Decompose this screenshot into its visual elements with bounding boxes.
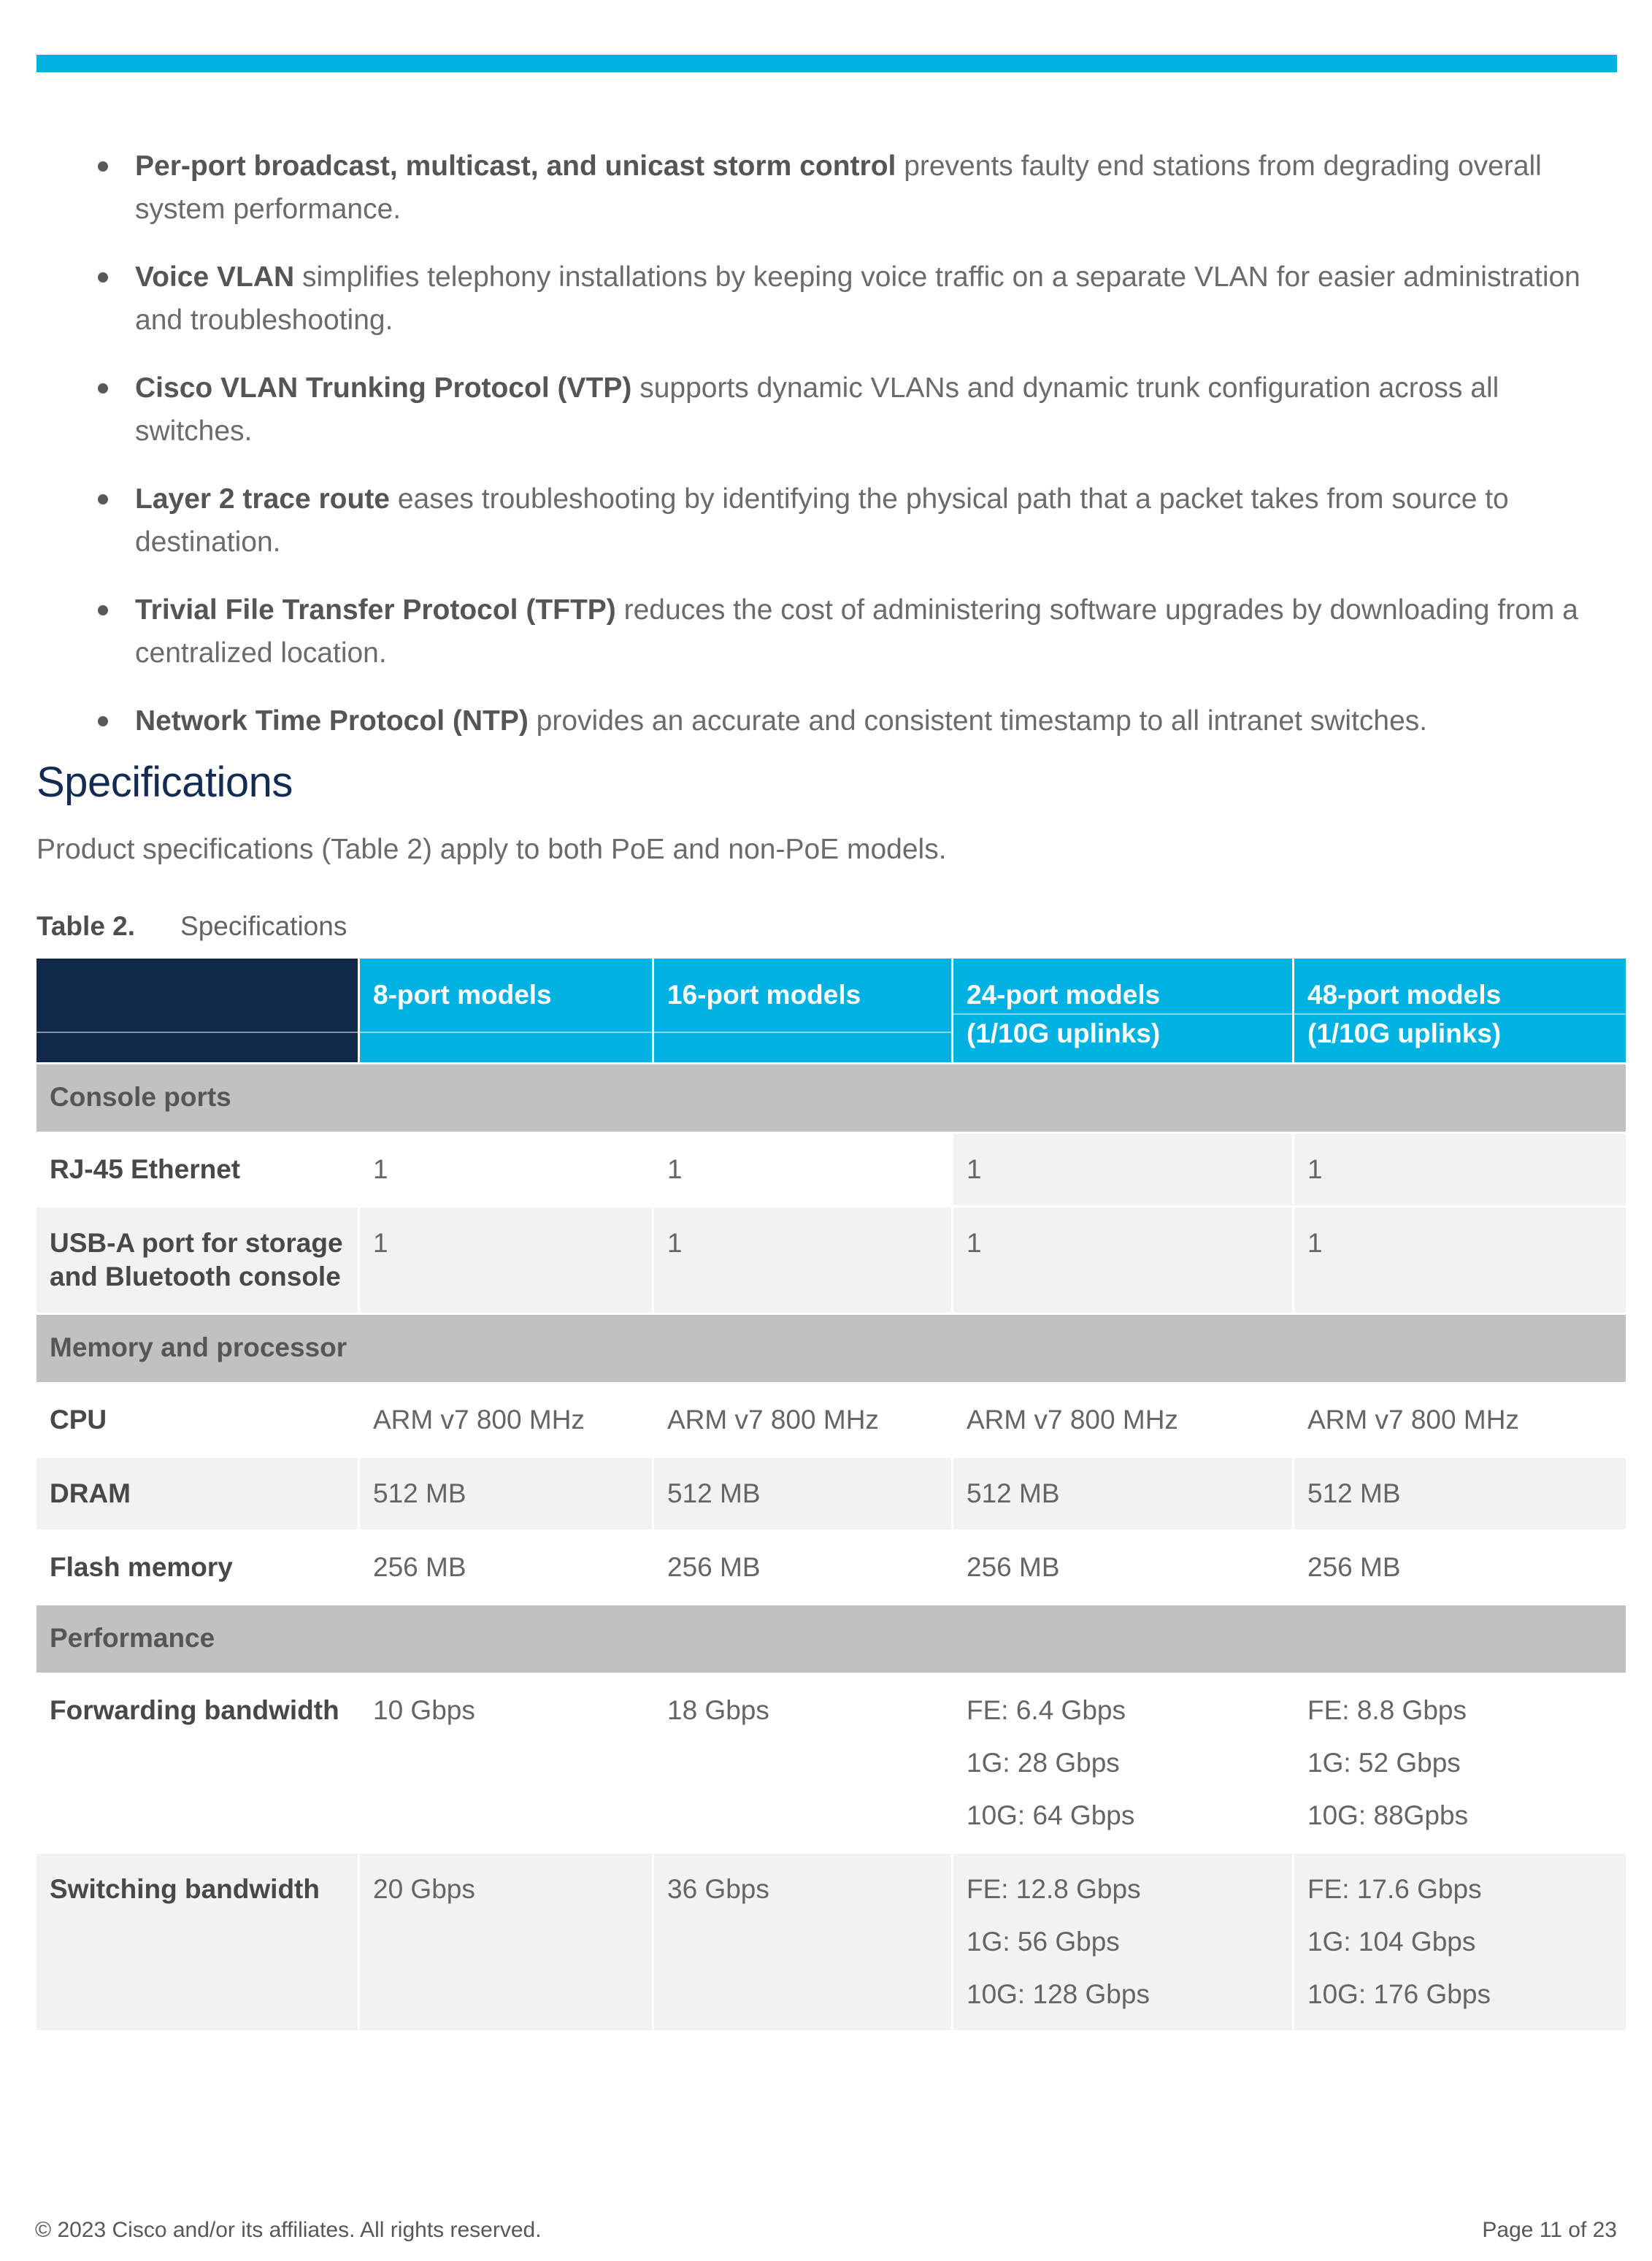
spec-table (37, 959, 1617, 2030)
value-line: 10G: 88Gpbs (1307, 1800, 1469, 1830)
value-cell (654, 1532, 951, 1603)
value-line: 512 MB (967, 1478, 1060, 1508)
row-label-cell: Flash memory (37, 1532, 358, 1603)
row-label-cell: RJ-45 Ethernet (37, 1134, 358, 1205)
value-line: ARM v7 800 MHz (373, 1405, 585, 1435)
bullet-list (95, 145, 1612, 767)
value-cell (953, 1854, 1292, 2030)
value-line: 1 (373, 1228, 388, 1258)
header-col-cell (953, 959, 1292, 1062)
intro-paragraph: Product specifications (Table 2) apply to both PoE and non-PoE models. (37, 834, 947, 865)
header-col-cell (1294, 959, 1626, 1062)
header-col-cell (654, 959, 951, 1062)
value-line: 1 (667, 1228, 683, 1258)
header-col-label: 16-port models (667, 980, 861, 1010)
value-line: 1G: 52 Gbps (1307, 1748, 1461, 1778)
value-line: ARM v7 800 MHz (1307, 1405, 1519, 1435)
footer (35, 2218, 1617, 2243)
bullet-text: supports dynamic VLANs and dynamic trunk configuration across all switches. (135, 372, 1499, 447)
header-col-label: 8-port models (373, 980, 552, 1010)
value-cell (953, 1675, 1292, 1851)
value-cell (1294, 1458, 1626, 1529)
bullet-bold-text: Network Time Protocol (NTP) (135, 705, 529, 737)
header-col-sublabel: (1/10G uplinks) (1307, 1018, 1502, 1048)
value-cell (953, 1458, 1292, 1529)
value-line: 512 MB (667, 1478, 761, 1508)
value-line: 10G: 176 Gbps (1307, 1979, 1491, 2009)
section-title-row: Memory and processor (37, 1315, 1626, 1382)
page-number-text: Page 11 of 23 (1482, 2218, 1617, 2242)
value-cell (953, 1208, 1292, 1313)
value-cell (953, 1532, 1292, 1603)
value-line: 1 (1307, 1228, 1323, 1258)
value-cell (360, 1458, 652, 1529)
bullet-bold-text: Layer 2 trace route (135, 483, 391, 515)
value-line: 1G: 104 Gbps (1307, 1927, 1476, 1957)
bullet-text: prevents faulty end stations from degrading overall system performance. (135, 150, 1542, 225)
bullet-text: eases troubleshooting by identifying the physical path that a packet takes from source to destination. (135, 483, 1509, 558)
header-col-label: 24-port models (967, 980, 1161, 1010)
value-line: 256 MB (373, 1552, 466, 1582)
value-cell (654, 1134, 951, 1205)
header-col-cell (360, 959, 652, 1062)
section-title-row: Performance (37, 1605, 1626, 1673)
value-line: ARM v7 800 MHz (967, 1405, 1178, 1435)
value-line: FE: 12.8 Gbps (967, 1874, 1141, 1904)
value-line: 1 (667, 1154, 683, 1184)
value-line: 10G: 64 Gbps (967, 1800, 1135, 1830)
value-line: 10G: 128 Gbps (967, 1979, 1150, 2009)
table-label-row (37, 911, 347, 942)
value-cell (1294, 1384, 1626, 1456)
bullet-marker-icon (98, 161, 108, 172)
header-corner-cell (37, 959, 358, 1062)
value-cell (654, 1384, 951, 1456)
section-title-row: Console ports (37, 1064, 1626, 1132)
bullet-text: simplifies telephony installations by keeping voice traffic on a separate VLAN for easier administration and troubleshooting. (135, 261, 1580, 336)
bullet-marker-icon (98, 383, 108, 394)
value-line: 256 MB (967, 1552, 1060, 1582)
value-cell (360, 1532, 652, 1603)
bullet-item (95, 477, 1612, 564)
top-accent-bar (37, 55, 1617, 72)
value-cell (654, 1675, 951, 1851)
copyright-text: © 2023 Cisco and/or its affiliates. All rights reserved. (35, 2218, 542, 2242)
value-line: 10 Gbps (373, 1695, 475, 1725)
row-label-cell: DRAM (37, 1458, 358, 1529)
value-cell (360, 1134, 652, 1205)
value-line: 1 (967, 1228, 982, 1258)
bullet-item (95, 588, 1612, 675)
value-cell (1294, 1208, 1626, 1313)
row-label-cell: Forwarding bandwidth (37, 1675, 358, 1851)
value-cell (953, 1134, 1292, 1205)
table-caption: Specifications (180, 911, 347, 941)
value-cell (1294, 1134, 1626, 1205)
bullet-bold-text: Per-port broadcast, multicast, and unicast storm control (135, 150, 896, 182)
value-line: FE: 17.6 Gbps (1307, 1874, 1482, 1904)
row-label-cell: CPU (37, 1384, 358, 1456)
bullet-item (95, 366, 1612, 453)
value-line: 36 Gbps (667, 1874, 769, 1904)
row-label-cell: USB-A port for storage and Bluetooth console (37, 1208, 358, 1313)
value-cell (360, 1854, 652, 2030)
value-cell (360, 1384, 652, 1456)
value-line: 512 MB (1307, 1478, 1401, 1508)
bullet-marker-icon (98, 494, 108, 504)
bullet-item (95, 699, 1612, 742)
value-line: 1 (967, 1154, 982, 1184)
value-cell (654, 1854, 951, 2030)
value-line: FE: 8.8 Gbps (1307, 1695, 1467, 1725)
header-col-sublabel: (1/10G uplinks) (967, 1018, 1161, 1048)
value-cell (1294, 1675, 1626, 1851)
bullet-text: provides an accurate and consistent timestamp to all intranet switches. (528, 705, 1428, 737)
bullet-marker-icon (98, 605, 108, 615)
value-cell (1294, 1854, 1626, 2030)
table-label: Table 2. (37, 911, 136, 941)
value-line: 256 MB (1307, 1552, 1401, 1582)
value-line: 1G: 28 Gbps (967, 1748, 1120, 1778)
row-label-cell: Switching bandwidth (37, 1854, 358, 2030)
value-line: 20 Gbps (373, 1874, 475, 1904)
value-line: ARM v7 800 MHz (667, 1405, 879, 1435)
bullet-marker-icon (98, 272, 108, 283)
value-cell (654, 1208, 951, 1313)
value-cell (654, 1458, 951, 1529)
value-cell (360, 1675, 652, 1851)
bullet-bold-text: Cisco VLAN Trunking Protocol (VTP) (135, 372, 632, 404)
value-line: 1G: 56 Gbps (967, 1927, 1120, 1957)
bullet-bold-text: Voice VLAN (135, 261, 295, 293)
value-line: 256 MB (667, 1552, 761, 1582)
value-cell (360, 1208, 652, 1313)
value-cell (1294, 1532, 1626, 1603)
value-line: 1 (1307, 1154, 1323, 1184)
bullet-bold-text: Trivial File Transfer Protocol (TFTP) (135, 594, 616, 626)
bullet-item (95, 256, 1612, 342)
value-line: 512 MB (373, 1478, 466, 1508)
bullet-text: reduces the cost of administering software upgrades by downloading from a centralized location. (135, 594, 1578, 669)
bullet-item (95, 145, 1612, 231)
bullet-marker-icon (98, 716, 108, 726)
value-line: 18 Gbps (667, 1695, 769, 1725)
header-col-label: 48-port models (1307, 980, 1502, 1010)
section-heading: Specifications (37, 759, 293, 806)
value-line: 1 (373, 1154, 388, 1184)
value-line: FE: 6.4 Gbps (967, 1695, 1126, 1725)
value-cell (953, 1384, 1292, 1456)
